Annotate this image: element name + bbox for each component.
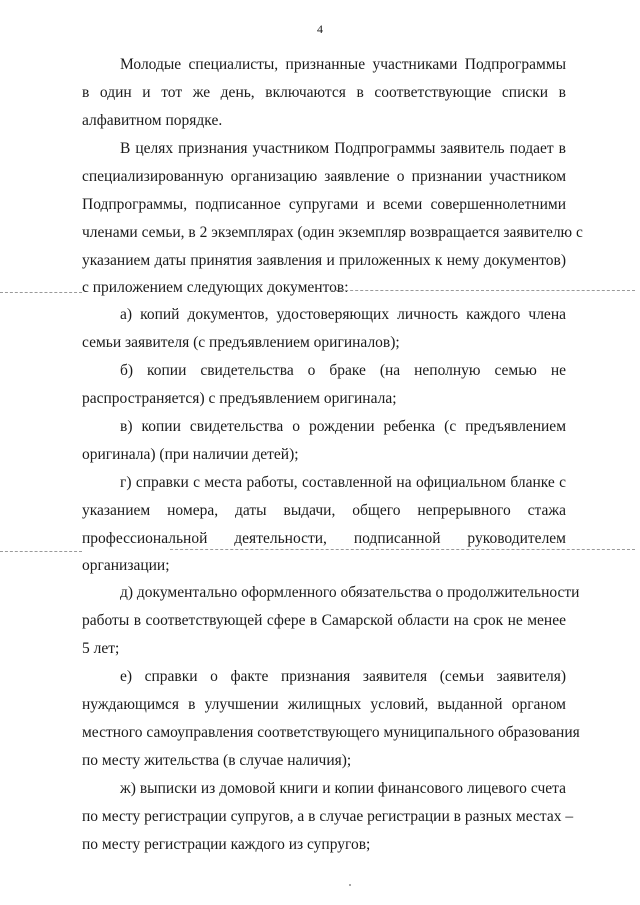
list-item-line: распространяется) с предъявлением оригинала; [82, 390, 397, 407]
text-line: специализированную организацию заявление о признании участником [82, 168, 566, 185]
text-line: Молодые специалисты, признанные участниками Подпрограммы [120, 56, 566, 73]
text-line: указанием даты принятия заявления и приложенных к нему документов) [82, 252, 566, 269]
list-item-line: нуждающимся в улучшении жилищных условий, выданной органом [82, 696, 566, 713]
list-item-line: местного самоуправления соответствующего муниципального образования [82, 724, 580, 741]
list-item-line: ж) выписки из домовой книги и копии финансового лицевого счета [120, 780, 566, 797]
list-item-line: работы в соответствующей сфере в Самарской области на срок не менее [82, 612, 566, 629]
scan-artifact [0, 292, 82, 293]
list-item-line: по месту регистрации каждого из супругов; [82, 836, 371, 853]
list-item-line: 5 лет; [82, 640, 120, 657]
list-item-line: е) справки о факте признания заявителя (семьи заявителя) [120, 668, 566, 685]
list-item-line: б) копии свидетельства о браке (на неполную семью не [120, 362, 566, 379]
list-item-line: по месту жительства (в случае наличия); [82, 752, 352, 769]
text-line: алфавитном порядке. [82, 112, 223, 129]
text-line: В целях признания участником Подпрограммы заявитель подает в [120, 140, 566, 157]
list-item-line: организации; [82, 557, 170, 574]
list-item-line: г) справки с места работы, составленной на официальном бланке с [120, 474, 566, 491]
scan-artifact [170, 549, 635, 550]
list-item-line: оригинала) (при наличии детей); [82, 446, 299, 463]
page-number: 4 [317, 22, 323, 36]
list-item-line: по месту регистрации супругов, а в случае регистрации в разных местах – [82, 808, 574, 825]
list-item-line: в) копии свидетельства о рождении ребенка (с предъявлением [120, 418, 566, 435]
scan-speck [349, 884, 351, 886]
text-line: членами семьи, в 2 экземплярах (один экземпляр возвращается заявителю с [82, 224, 583, 241]
list-item-line: д) документально оформленного обязательства о продолжительности [120, 584, 580, 601]
list-item-line: семьи заявителя (с предъявлением оригиналов); [82, 334, 400, 351]
list-item-line: указанием номера, даты выдачи, общего непрерывного стажа [82, 502, 566, 519]
scan-artifact [0, 551, 82, 552]
scan-artifact [330, 290, 635, 291]
text-line: с приложением следующих документов: [82, 279, 349, 296]
list-item-line: профессиональной деятельности, подписанной руководителем [82, 530, 566, 547]
text-line: в один и тот же день, включаются в соответствующие списки в [82, 84, 566, 101]
text-line: Подпрограммы, подписанное супругами и всеми совершеннолетними [82, 196, 566, 213]
list-item-line: а) копий документов, удостоверяющих личность каждого члена [120, 306, 566, 323]
